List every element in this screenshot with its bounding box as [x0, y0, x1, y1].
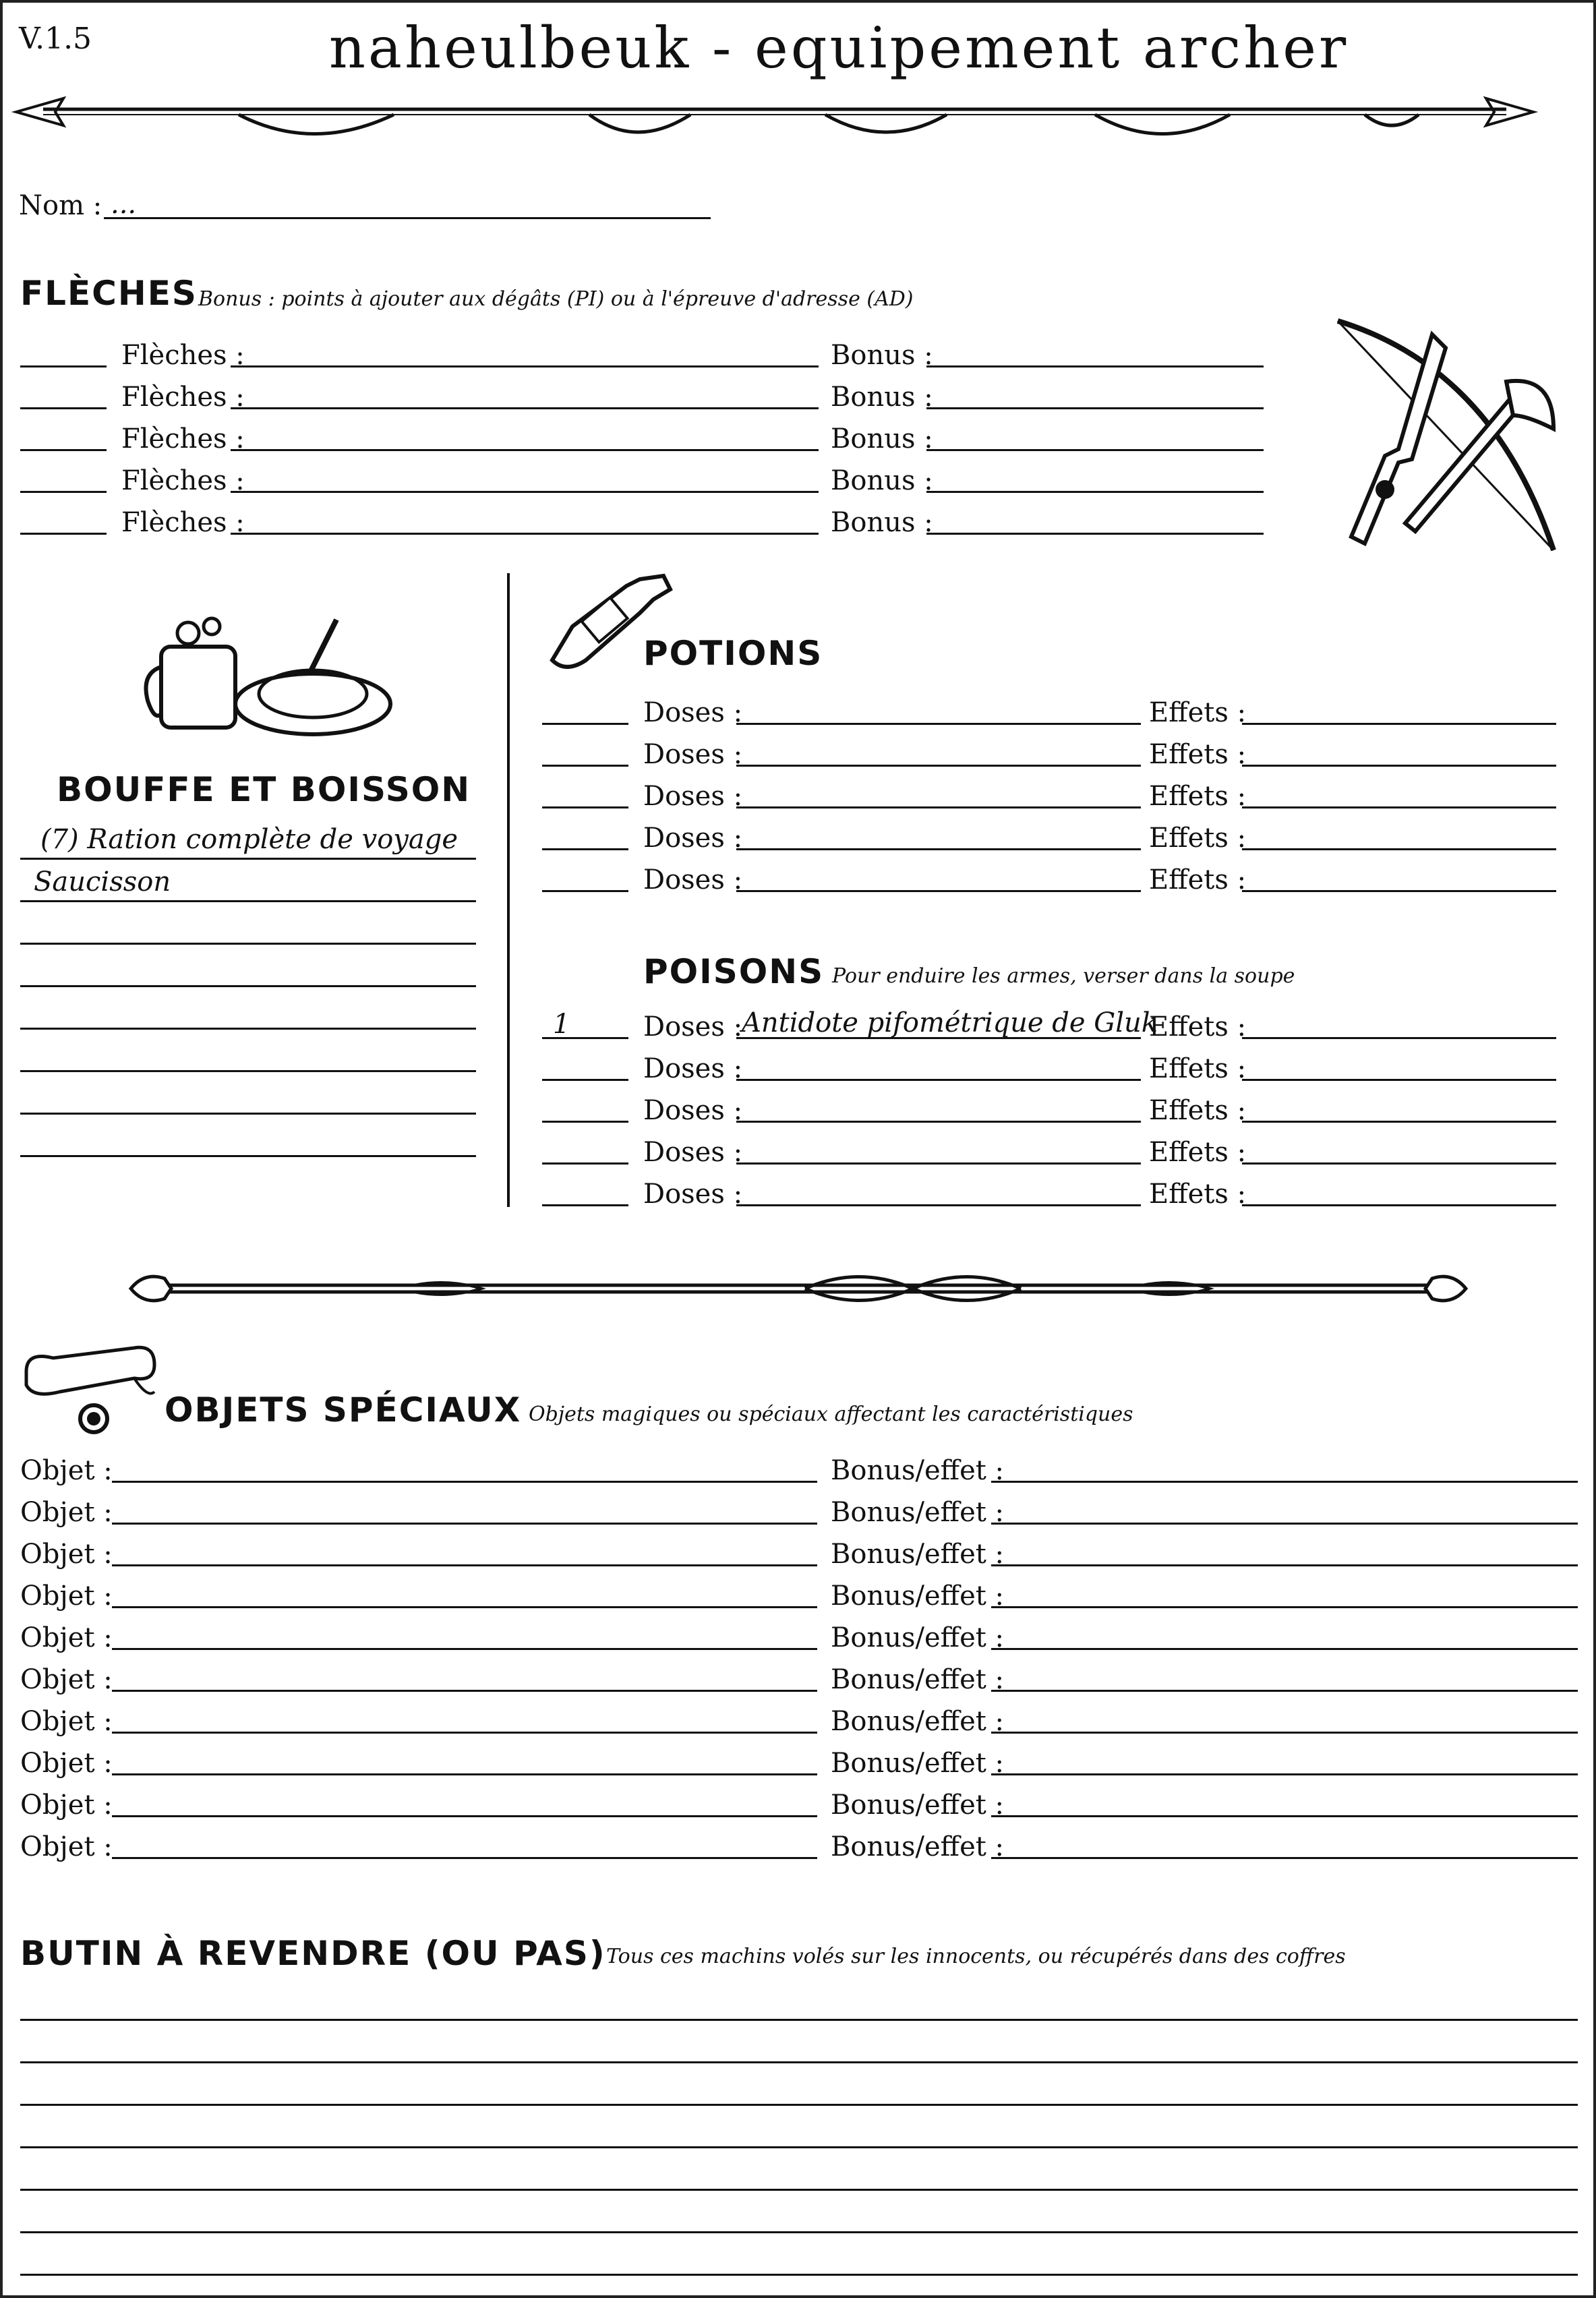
special-bonus-field[interactable] [991, 1857, 1578, 1859]
potions-effects-label: Effets : [1149, 781, 1247, 812]
poisons-first-qty: 1 [553, 1009, 570, 1040]
poisons-qty-field[interactable] [542, 1079, 628, 1081]
arrow-qty-field[interactable] [20, 449, 107, 451]
special-object-label: Objet : [20, 1790, 113, 1821]
special-object-field[interactable] [112, 1732, 817, 1734]
poisons-name-field[interactable] [736, 1162, 1141, 1165]
potions-qty-field[interactable] [542, 806, 628, 808]
potions-effects-label: Effets : [1149, 823, 1247, 854]
arrow-qty-field[interactable] [20, 407, 107, 409]
arrow-name-field[interactable] [231, 407, 819, 409]
arrow-label: Flèches : [121, 507, 245, 538]
staff-divider-icon [131, 1265, 1466, 1312]
special-object-label: Objet : [20, 1581, 113, 1612]
arrow-qty-field[interactable] [20, 533, 107, 535]
special-bonus-label: Bonus/effet : [831, 1748, 1005, 1779]
page-title: naheulbeuk - equipement archer [328, 15, 1349, 81]
poisons-doses-label: Doses : [643, 1011, 743, 1042]
special-object-field[interactable] [112, 1648, 817, 1650]
special-object-field[interactable] [112, 1523, 817, 1525]
arrow-bonus-label: Bonus : [831, 465, 933, 496]
special-subtitle: Objets magiques ou spéciaux affectant les caractéristiques [529, 1403, 1133, 1426]
food-item-field[interactable] [20, 1113, 476, 1115]
name-value: ... [111, 189, 137, 220]
food-item-field[interactable] [20, 858, 476, 860]
arrow-bonus-label: Bonus : [831, 340, 933, 371]
loot-line-field[interactable] [20, 2274, 1578, 2276]
special-bonus-label: Bonus/effet : [831, 1831, 1005, 1862]
special-bonus-field[interactable] [991, 1481, 1578, 1483]
special-object-field[interactable] [112, 1857, 817, 1859]
special-bonus-label: Bonus/effet : [831, 1497, 1005, 1528]
arrow-divider-icon [16, 89, 1533, 150]
special-bonus-field[interactable] [991, 1564, 1578, 1566]
potions-doses-label: Doses : [643, 781, 743, 812]
potions-effects-field[interactable] [1242, 848, 1556, 850]
arrow-name-field[interactable] [231, 449, 819, 451]
arrow-label: Flèches : [121, 382, 245, 413]
arrow-name-field[interactable] [231, 365, 819, 367]
poisons-doses-label: Doses : [643, 1053, 743, 1084]
special-bonus-field[interactable] [991, 1523, 1578, 1525]
poisons-effects-field[interactable] [1242, 1204, 1556, 1206]
food-item-field[interactable] [20, 900, 476, 902]
food-item-field[interactable] [20, 943, 476, 945]
arrow-bonus-field[interactable] [926, 449, 1264, 451]
loot-line-field[interactable] [20, 2104, 1578, 2106]
potions-name-field[interactable] [736, 806, 1141, 808]
poisons-effects-label: Effets : [1149, 1053, 1247, 1084]
mug-plate-icon [141, 606, 397, 741]
loot-line-field[interactable] [20, 2231, 1578, 2233]
food-item-text: Saucisson [34, 866, 171, 897]
potions-effects-field[interactable] [1242, 765, 1556, 767]
poisons-effects-label: Effets : [1149, 1137, 1247, 1168]
potions-doses-label: Doses : [643, 697, 743, 728]
loot-title: BUTIN À REVENDRE (OU PAS) [20, 1934, 606, 1973]
poisons-effects-field[interactable] [1242, 1079, 1556, 1081]
special-object-field[interactable] [112, 1815, 817, 1817]
name-label: Nom : [19, 190, 102, 221]
arrow-bonus-field[interactable] [926, 533, 1264, 535]
potions-name-field[interactable] [736, 723, 1141, 725]
arrow-name-field[interactable] [231, 533, 819, 535]
potions-name-field[interactable] [736, 848, 1141, 850]
potions-doses-label: Doses : [643, 864, 743, 895]
poisons-doses-label: Doses : [643, 1137, 743, 1168]
poisons-name-field[interactable] [736, 1204, 1141, 1206]
potions-doses-label: Doses : [643, 739, 743, 770]
bow-sword-axe-icon [1324, 314, 1567, 557]
column-divider [507, 573, 510, 1207]
poisons-effects-label: Effets : [1149, 1179, 1247, 1210]
special-bonus-field[interactable] [991, 1773, 1578, 1775]
special-object-label: Objet : [20, 1622, 113, 1653]
poisons-effects-field[interactable] [1242, 1121, 1556, 1123]
special-object-label: Objet : [20, 1539, 113, 1570]
special-bonus-label: Bonus/effet : [831, 1622, 1005, 1653]
potions-effects-label: Effets : [1149, 739, 1247, 770]
poisons-name-field[interactable] [736, 1121, 1141, 1123]
poisons-effects-label: Effets : [1149, 1095, 1247, 1126]
poisons-title: POISONS [643, 952, 825, 991]
special-bonus-label: Bonus/effet : [831, 1581, 1005, 1612]
special-bonus-label: Bonus/effet : [831, 1455, 1005, 1486]
special-bonus-field[interactable] [991, 1606, 1578, 1608]
poisons-doses-label: Doses : [643, 1095, 743, 1126]
arrow-bonus-label: Bonus : [831, 423, 933, 454]
poisons-doses-label: Doses : [643, 1179, 743, 1210]
potions-doses-label: Doses : [643, 823, 743, 854]
arrows-subtitle: Bonus : points à ajouter aux dégâts (PI) ou à l'épreuve d'adresse (AD) [198, 287, 914, 311]
food-item-field[interactable] [20, 1155, 476, 1157]
arrow-bonus-label: Bonus : [831, 507, 933, 538]
special-object-label: Objet : [20, 1455, 113, 1486]
scroll-ring-icon [20, 1345, 161, 1436]
potions-qty-field[interactable] [542, 723, 628, 725]
food-item-field[interactable] [20, 1028, 476, 1030]
special-object-label: Objet : [20, 1748, 113, 1779]
potions-name-field[interactable] [736, 765, 1141, 767]
potions-effects-field[interactable] [1242, 723, 1556, 725]
poisons-effects-field[interactable] [1242, 1037, 1556, 1039]
special-object-label: Objet : [20, 1831, 113, 1862]
poisons-qty-field[interactable] [542, 1121, 628, 1123]
loot-subtitle: Tous ces machins volés sur les innocents, ou récupérés dans des coffres [606, 1945, 1346, 1968]
version-label: V.1.5 [19, 22, 92, 56]
poisons-qty-field[interactable] [542, 1162, 628, 1165]
special-object-field[interactable] [112, 1690, 817, 1692]
potions-effects-field[interactable] [1242, 890, 1556, 892]
special-object-field[interactable] [112, 1606, 817, 1608]
special-title: OBJETS SPÉCIAUX [165, 1390, 522, 1430]
food-title: BOUFFE ET BOISSON [57, 770, 471, 809]
special-object-field[interactable] [112, 1564, 817, 1566]
special-object-field[interactable] [112, 1773, 817, 1775]
arrow-bonus-field[interactable] [926, 365, 1264, 367]
potions-effects-field[interactable] [1242, 806, 1556, 808]
arrow-bonus-field[interactable] [926, 407, 1264, 409]
potions-effects-label: Effets : [1149, 697, 1247, 728]
arrow-name-field[interactable] [231, 491, 819, 493]
potions-qty-field[interactable] [542, 848, 628, 850]
food-item-text: (7) Ration complète de voyage [40, 824, 459, 855]
potions-qty-field[interactable] [542, 890, 628, 892]
loot-line-field[interactable] [20, 2146, 1578, 2148]
potions-title: POTIONS [643, 634, 823, 673]
food-item-field[interactable] [20, 985, 476, 987]
special-object-field[interactable] [112, 1481, 817, 1483]
special-bonus-field[interactable] [991, 1815, 1578, 1817]
arrow-label: Flèches : [121, 340, 245, 371]
potions-effects-label: Effets : [1149, 864, 1247, 895]
name-field[interactable] [104, 217, 711, 219]
poisons-subtitle: Pour enduire les armes, verser dans la soupe [832, 964, 1295, 988]
arrow-qty-field[interactable] [20, 365, 107, 367]
special-bonus-label: Bonus/effet : [831, 1706, 1005, 1737]
poisons-qty-field[interactable] [542, 1204, 628, 1206]
special-bonus-field[interactable] [991, 1648, 1578, 1650]
special-bonus-label: Bonus/effet : [831, 1539, 1005, 1570]
potions-name-field[interactable] [736, 890, 1141, 892]
loot-line-field[interactable] [20, 2061, 1578, 2063]
poisons-first-name: Antidote pifométrique de Gluk [742, 1007, 1158, 1038]
potions-qty-field[interactable] [542, 765, 628, 767]
special-bonus-field[interactable] [991, 1732, 1578, 1734]
special-object-label: Objet : [20, 1497, 113, 1528]
arrows-title: FLÈCHES [20, 274, 198, 313]
arrow-qty-field[interactable] [20, 491, 107, 493]
loot-line-field[interactable] [20, 2019, 1578, 2021]
poisons-name-field[interactable] [736, 1079, 1141, 1081]
poisons-effects-label: Effets : [1149, 1011, 1247, 1042]
special-bonus-label: Bonus/effet : [831, 1664, 1005, 1695]
special-object-label: Objet : [20, 1706, 113, 1737]
arrow-bonus-field[interactable] [926, 491, 1264, 493]
food-item-field[interactable] [20, 1070, 476, 1072]
special-bonus-label: Bonus/effet : [831, 1790, 1005, 1821]
special-bonus-field[interactable] [991, 1690, 1578, 1692]
special-object-label: Objet : [20, 1664, 113, 1695]
arrow-label: Flèches : [121, 465, 245, 496]
loot-line-field[interactable] [20, 2189, 1578, 2191]
poisons-effects-field[interactable] [1242, 1162, 1556, 1165]
arrow-bonus-label: Bonus : [831, 382, 933, 413]
arrow-label: Flèches : [121, 423, 245, 454]
